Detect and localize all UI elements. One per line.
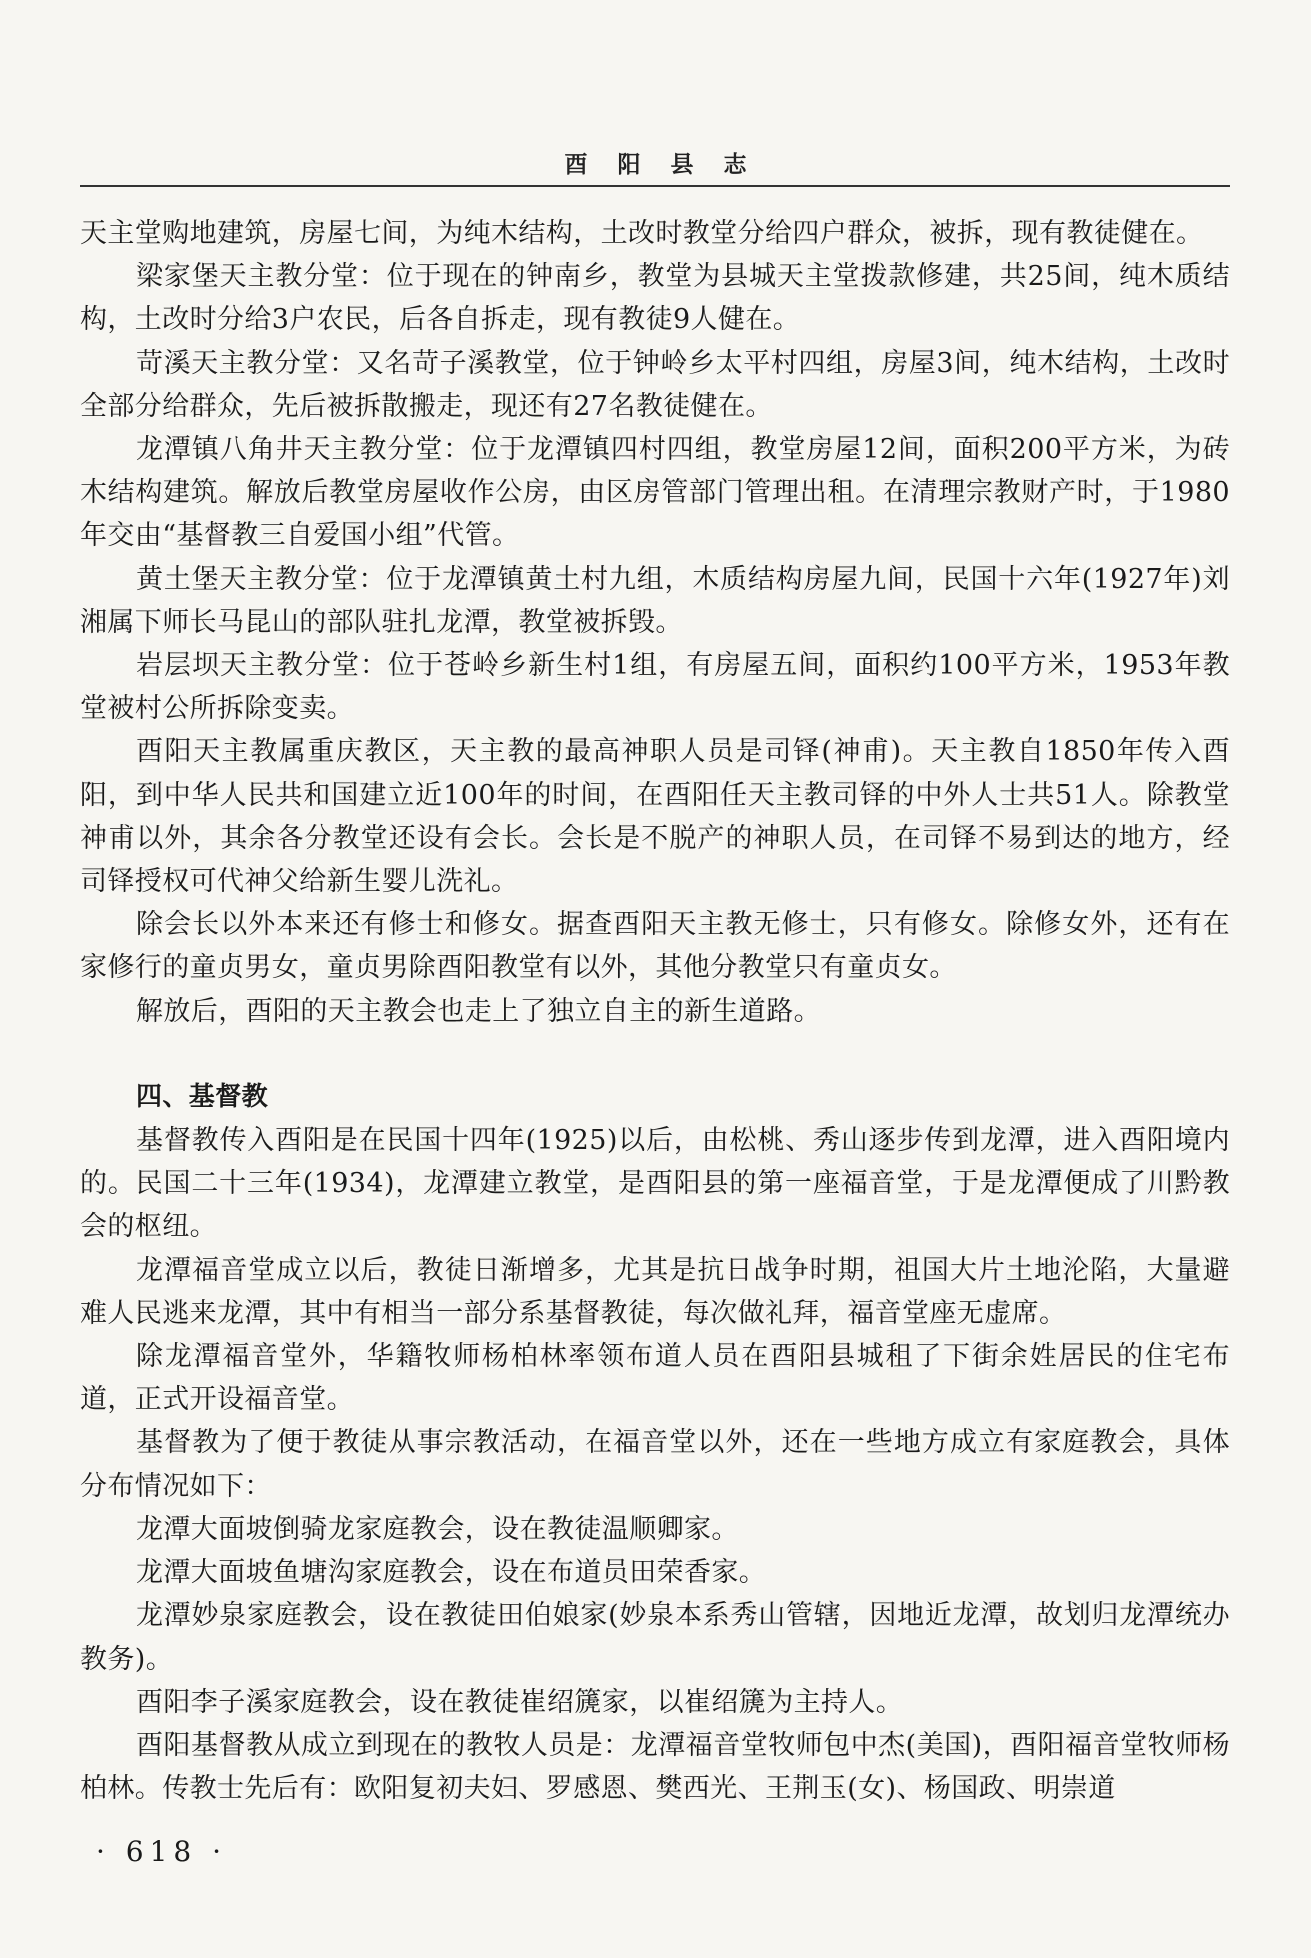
paragraph: 梁家堡天主教分堂：位于现在的钟南乡，教堂为县城天主堂拨款修建，共25间，纯木质结构，土改时分给3户农民，后各自拆走，现有教徒9人健在。 [80,261,1230,336]
paragraph: 龙潭镇八角井天主教分堂：位于龙潭镇四村四组，教堂房屋12间，面积200平方米，为砖木结构建筑。解放后教堂房屋收作公房，由区房管部门管理出租。在清理宗教财产时，于1980年交由“基督教三自爱国小组”代管。 [80,434,1230,552]
paragraphs-after-section [80,1119,1230,1810]
paragraphs-before-section [80,212,1230,1033]
paragraph: 龙潭大面坡倒骑龙家庭教会，设在教徒温顺卿家。 [136,1513,739,1545]
paragraph: 酉阳基督教从成立到现在的教牧人员是：龙潭福音堂牧师包中杰(美国)，酉阳福音堂牧师杨柏林。传教士先后有：欧阳复初夫妇、罗感恩、樊西光、王荆玉(女)、杨国政、明崇道 [80,1729,1230,1805]
paragraph: 基督教传入酉阳是在民国十四年(1925)以后，由松桃、秀山逐步传到龙潭，进入酉阳境内的。民国二十三年(1934)，龙潭建立教堂，是酉阳县的第一座福音堂，于是龙潭便成了川黔教会的枢纽。 [80,1125,1230,1243]
paragraph: 基督教为了便于教徒从事宗教活动，在福音堂以外，还在一些地方成立有家庭教会，具体分布情况如下： [80,1427,1230,1502]
paragraph: 酉阳天主教属重庆教区，天主教的最高神职人员是司铎(神甫)。天主教自1850年传入酉阳，到中华人民共和国建立近100年的时间，在酉阳任天主教司铎的中外人士共51人。除教堂神甫以外，其余各分教堂还设有会长。会长是不脱产的神职人员，在司铎不易到达的地方，经司铎授权可代神父给新生婴儿洗礼。 [80,736,1230,898]
body-text [80,212,1230,1810]
running-head: 酉阳县志 [564,151,777,178]
paragraph: 苛溪天主教分堂：又名苛子溪教堂，位于钟岭乡太平村四组，房屋3间，纯木结构，土改时全部分给群众，先后被拆散搬走，现还有27名教徒健在。 [80,347,1230,422]
paragraph: 龙潭福音堂成立以后，教徒日渐增多，尤其是抗日战争时期，祖国大片土地沦陷，大量避难人民逃来龙潭，其中有相当一部分系基督教徒，每次做礼拜，福音堂座无虚席。 [80,1254,1230,1329]
page-number: · 618 · [96,1835,228,1868]
paragraph: 龙潭大面坡鱼塘沟家庭教会，设在布道员田荣香家。 [136,1557,767,1589]
paragraph: 除龙潭福音堂外，华籍牧师杨柏林率领布道人员在酉阳县城租了下街余姓居民的住宅布道，正式开设福音堂。 [80,1341,1230,1416]
header-rule [80,185,1230,187]
paragraph: 酉阳李子溪家庭教会，设在教徒崔绍篪家，以崔绍篪为主持人。 [136,1686,904,1718]
paragraph: 岩层坝天主教分堂：位于苍岭乡新生村1组，有房屋五间，面积约100平方米，1953年教堂被村公所拆除变卖。 [80,650,1230,725]
paragraph: 天主堂购地建筑，房屋七间，为纯木结构，土改时教堂分给四户群众，被拆，现有教徒健在。 [80,218,1204,249]
paragraph: 解放后，酉阳的天主教会也走上了独立自主的新生道路。 [136,995,821,1027]
section-heading: 四、基督教 [136,1081,269,1112]
paragraph: 黄土堡天主教分堂：位于龙潭镇黄土村九组，木质结构房屋九间，民国十六年(1927年)刘湘属下师长马昆山的部队驻扎龙潭，教堂被拆毁。 [80,563,1230,638]
paragraph: 龙潭妙泉家庭教会，设在教徒田伯娘家(妙泉本系秀山管辖，因地近龙潭，故划归龙潭统办教务)。 [80,1600,1230,1675]
paragraph: 除会长以外本来还有修士和修女。据查酉阳天主教无修士，只有修女。除修女外，还有在家修行的童贞男女，童贞男除酉阳教堂有以外，其他分教堂只有童贞女。 [80,909,1230,984]
